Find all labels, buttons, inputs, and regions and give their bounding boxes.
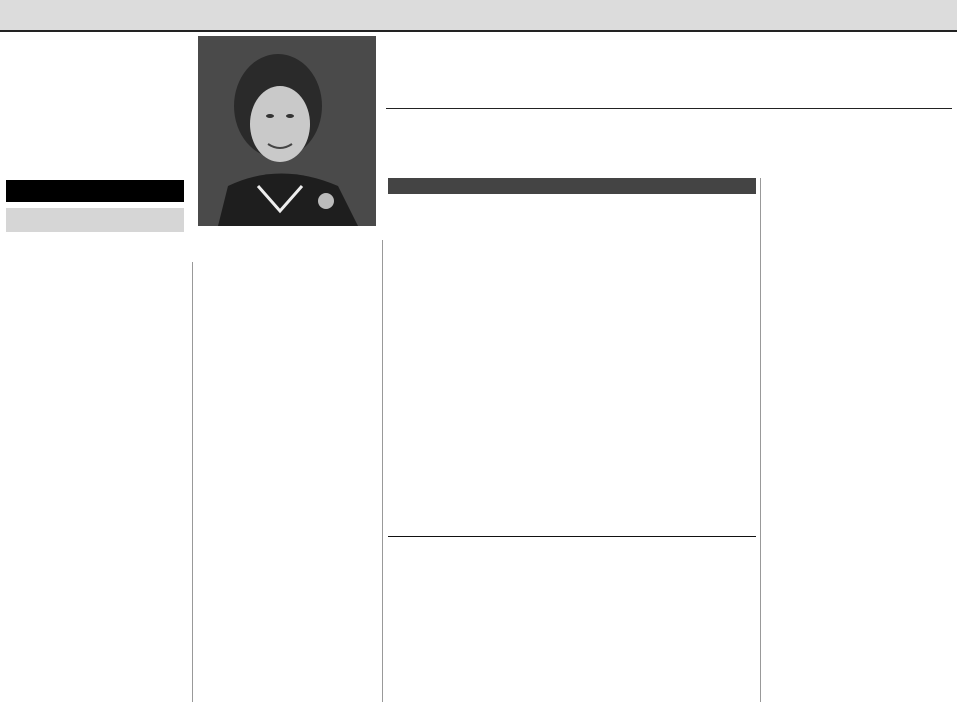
- author-box: [6, 208, 184, 232]
- crespo-portrait-icon: [198, 36, 376, 226]
- subhead-bar: [388, 178, 756, 194]
- column-rule: [760, 178, 761, 702]
- column-rule: [192, 262, 193, 702]
- column-1: [6, 262, 186, 264]
- player-photo: [198, 36, 376, 226]
- rubric-bar: [6, 180, 184, 202]
- divider: [386, 108, 952, 109]
- box-divider: [388, 536, 756, 537]
- kicker-bar: [0, 0, 957, 32]
- column-rule: [382, 240, 383, 702]
